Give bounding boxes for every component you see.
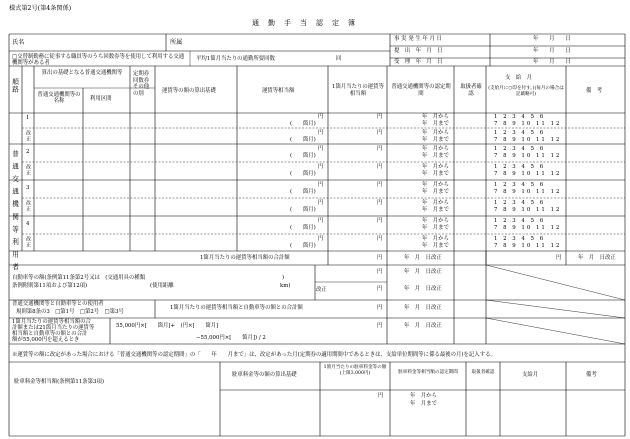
months-row1: 1 2 3 4 5 6	[494, 218, 546, 224]
months-row1: 1 2 3 4 5 6	[494, 182, 546, 188]
period-from: 年 月から	[422, 236, 449, 242]
months-row2: 7 8 9 10 11 12	[494, 121, 562, 127]
period-to: 年 月まで	[422, 121, 449, 127]
car-yen-1: 円	[377, 269, 383, 275]
months-paren: ( 箇月)	[290, 137, 316, 143]
months-paren: ( 箇月)	[290, 189, 316, 195]
months-row1: 1 2 3 4 5 6	[494, 114, 546, 120]
fare-yen: 円	[318, 164, 324, 170]
parking-left-label: 駐車料金等相当額(条例第11条第3項)	[14, 379, 104, 385]
calc-text-3: 相当額と自動車等の額との合計	[12, 331, 88, 337]
car-label-2: 条例附則第11項および第12項)	[12, 283, 88, 289]
fare-amount-header: 運賃等相当額	[262, 88, 295, 94]
form-title: 通 勤 手 当 認 定 簿	[252, 19, 356, 27]
parking-from: 年 月から	[410, 393, 437, 399]
usage-section-header: 利用区間	[90, 96, 112, 102]
occurrence-date-label: 事 実 発 生 年 月 日	[394, 36, 443, 42]
footnote: ※運賃等の額に改定があった場合における「普通交通機関等の認定期間」の「 年 月まで」は、改定があった月(定期券の適用期間中であるときは、支給単位期間等に係る最後の月)を記入する。	[12, 352, 496, 358]
months-row2: 7 8 9 10 11 12	[494, 171, 562, 177]
monthly-yen: 円	[377, 146, 383, 152]
parking-yen: 円	[378, 393, 384, 399]
period-to: 年 月まで	[422, 207, 449, 213]
months-row1: 1 2 3 4 5 6	[494, 146, 546, 152]
usage-distance: (使用距離	[150, 283, 174, 289]
submission-date-label: 提 出 年 月 日	[394, 48, 443, 54]
months-row1: 1 2 3 4 5 6	[494, 236, 546, 242]
total-yen-2: 円	[556, 255, 562, 261]
total-row-label: 1箇月当たりの運賃等相当額の合計額	[200, 255, 290, 261]
monthly-yen: 円	[377, 218, 383, 224]
monthly-yen: 円	[377, 130, 383, 136]
months-row2: 7 8 9 10 11 12	[494, 225, 562, 231]
total-revision-2: 年 月 日改正	[578, 255, 616, 261]
name-label: 氏名	[12, 39, 25, 46]
months-paren: ( 箇月)	[290, 153, 316, 159]
parking-monthly-header: 1箇月当たりの駐車料金等の額(上限3,000円)	[323, 365, 387, 376]
period-to: 年 月まで	[422, 137, 449, 143]
total-yen: 円	[377, 255, 383, 261]
receipt-date-label: 受 理 年 月 日	[394, 59, 443, 65]
car-rev-date-2: 年 月 日改正	[404, 286, 442, 292]
car-revision: 改正	[316, 287, 327, 293]
car-label-1-close: )	[282, 275, 285, 281]
fare-yen: 円	[318, 146, 324, 152]
calc-text-2: 計額または21箇月当たりの運賃等	[12, 325, 95, 331]
period-from: 年 月から	[422, 146, 449, 152]
months-row2: 7 8 9 10 11 12	[494, 243, 562, 249]
period-from: 年 月から	[422, 114, 449, 120]
fare-basis-header: 運賃等の額の算出基礎	[162, 88, 216, 94]
combined-label-1: 普通交通機関等と自動車等との使用者	[12, 301, 104, 307]
months-row1: 1 2 3 4 5 6	[494, 164, 546, 170]
period-from: 年 月から	[422, 218, 449, 224]
months-paren: ( 箇月)	[290, 207, 316, 213]
months-paren: ( 箇月)	[290, 171, 316, 177]
frequency-note: □交替制勤務に従事する職員等のうち回数券等を使用して利用する交通機関等がある者	[12, 54, 185, 66]
calc-text-1: 1箇月当たりの運賃等相当額の合	[12, 319, 91, 325]
months-row1: 1 2 3 4 5 6	[494, 200, 546, 206]
receipt-date-value: 年 月 日	[533, 59, 571, 65]
months-paren: ( 箇月)	[290, 121, 316, 127]
occurrence-date-value: 年 月 日	[533, 36, 571, 42]
period-from: 年 月から	[422, 200, 449, 206]
revision-label: 改正	[25, 130, 31, 142]
form-number: 様式第2号(第4条関係)	[9, 5, 72, 12]
monthly-yen: 円	[377, 182, 383, 188]
parking-period-header: 駐車料金等相当額の認定期間	[398, 370, 458, 375]
monthly-yen: 円	[377, 164, 383, 170]
revision-label: 改正	[25, 236, 31, 248]
car-label-1: 自動車等の額(条例第11条第2号又は (交通用具の種類	[12, 275, 146, 281]
period-to: 年 月まで	[422, 171, 449, 177]
parking-to: 年 月まで	[410, 401, 437, 407]
car-yen-2: 円	[377, 286, 383, 292]
combined-sum-label: 1箇月当たりの運賃等相当額と自動車等の額との合計額	[170, 305, 303, 311]
parking-pay-month-header: 支給月	[522, 372, 539, 378]
submission-date-value: 年 月 日	[533, 48, 571, 54]
total-revision: 年 月 日改正	[404, 255, 442, 261]
period-from: 年 月から	[422, 182, 449, 188]
fare-yen: 円	[318, 182, 324, 188]
ticket-type-header: 定期券回数券その他の別	[133, 71, 150, 97]
monthly-trips-label: 平均1箇月当たりの通勤所要回数	[196, 56, 275, 62]
months-paren: ( 箇月)	[290, 225, 316, 231]
months-row1: 1 2 3 4 5 6	[494, 130, 546, 136]
payment-month-header: 支 給 月	[505, 75, 532, 81]
fare-yen: 円	[318, 130, 324, 136]
route-number: 4	[26, 221, 30, 227]
fare-yen: 円	[318, 218, 324, 224]
route-number: 2	[26, 149, 30, 155]
payment-note: (支給月に○印を付す。)(毎月の場合は記載略可)	[488, 86, 564, 97]
combined-rev-date: 年 月 日改正	[404, 305, 442, 311]
months-row2: 7 8 9 10 11 12	[494, 153, 562, 159]
car-rev-date-1: 年 月 日改正	[404, 269, 442, 275]
order-header: 順路	[10, 78, 19, 94]
calc-yen: 円	[377, 323, 383, 329]
period-header: 普通交通機関等の認定期間	[391, 84, 451, 97]
calc-rev-date: 年 月 日改正	[404, 323, 442, 329]
period-to: 年 月まで	[422, 243, 449, 249]
combined-yen: 円	[377, 305, 383, 311]
months-row2: 7 8 9 10 11 12	[494, 189, 562, 195]
period-to: 年 月まで	[422, 153, 449, 159]
parking-checker-header: 取扱者確認	[471, 370, 495, 375]
checker-header: 取扱者確認	[460, 84, 482, 97]
affiliation-label: 所属	[170, 39, 183, 46]
period-to: 年 月まで	[422, 189, 449, 195]
monthly-yen: 円	[377, 114, 383, 120]
fare-yen: 円	[318, 200, 324, 206]
revision-label: 改正	[25, 200, 31, 212]
km-unit: km)	[280, 283, 291, 289]
transport-name-header: 普通交通機関等の名称	[37, 92, 81, 104]
parking-basis-header: 駐車料金等の額の算出基礎	[232, 372, 297, 378]
transport-user-label: 普通交通機関等利用者	[10, 150, 19, 276]
period-to: 年 月まで	[422, 225, 449, 231]
months-paren: ( 箇月)	[290, 243, 316, 249]
monthly-fare-header: 1箇月当たりの運賃等相当額	[332, 84, 384, 97]
remarks-header: 備 考	[586, 88, 603, 94]
period-from: 年 月から	[422, 130, 449, 136]
period-from: 年 月から	[422, 164, 449, 170]
route-number: 3	[26, 185, 30, 191]
parking-remarks-header: 備考	[586, 372, 597, 378]
revision-label: 改正	[25, 164, 31, 176]
monthly-yen: 円	[377, 236, 383, 242]
route-number: 1	[26, 115, 30, 121]
months-row2: 7 8 9 10 11 12	[494, 137, 562, 143]
calc-formula-1: 55,000円×[ 箇月]+ (円×[ 箇月]	[116, 323, 219, 329]
times-unit: 回	[336, 56, 342, 62]
route-info-header: 算出の基礎となる普通交通機関等	[41, 70, 123, 76]
calc-formula-2: −55,000円×[ 箇月]) / 2	[196, 335, 266, 341]
fare-yen: 円	[318, 236, 324, 242]
months-row2: 7 8 9 10 11 12	[494, 207, 562, 213]
calc-text-4: 額が55,000円を超えるとき	[12, 337, 80, 343]
fare-yen: 円	[318, 114, 324, 120]
combined-label-2: 規則第8条の3 □第1号 □第2号 □第3号	[16, 309, 124, 315]
monthly-yen: 円	[377, 200, 383, 206]
